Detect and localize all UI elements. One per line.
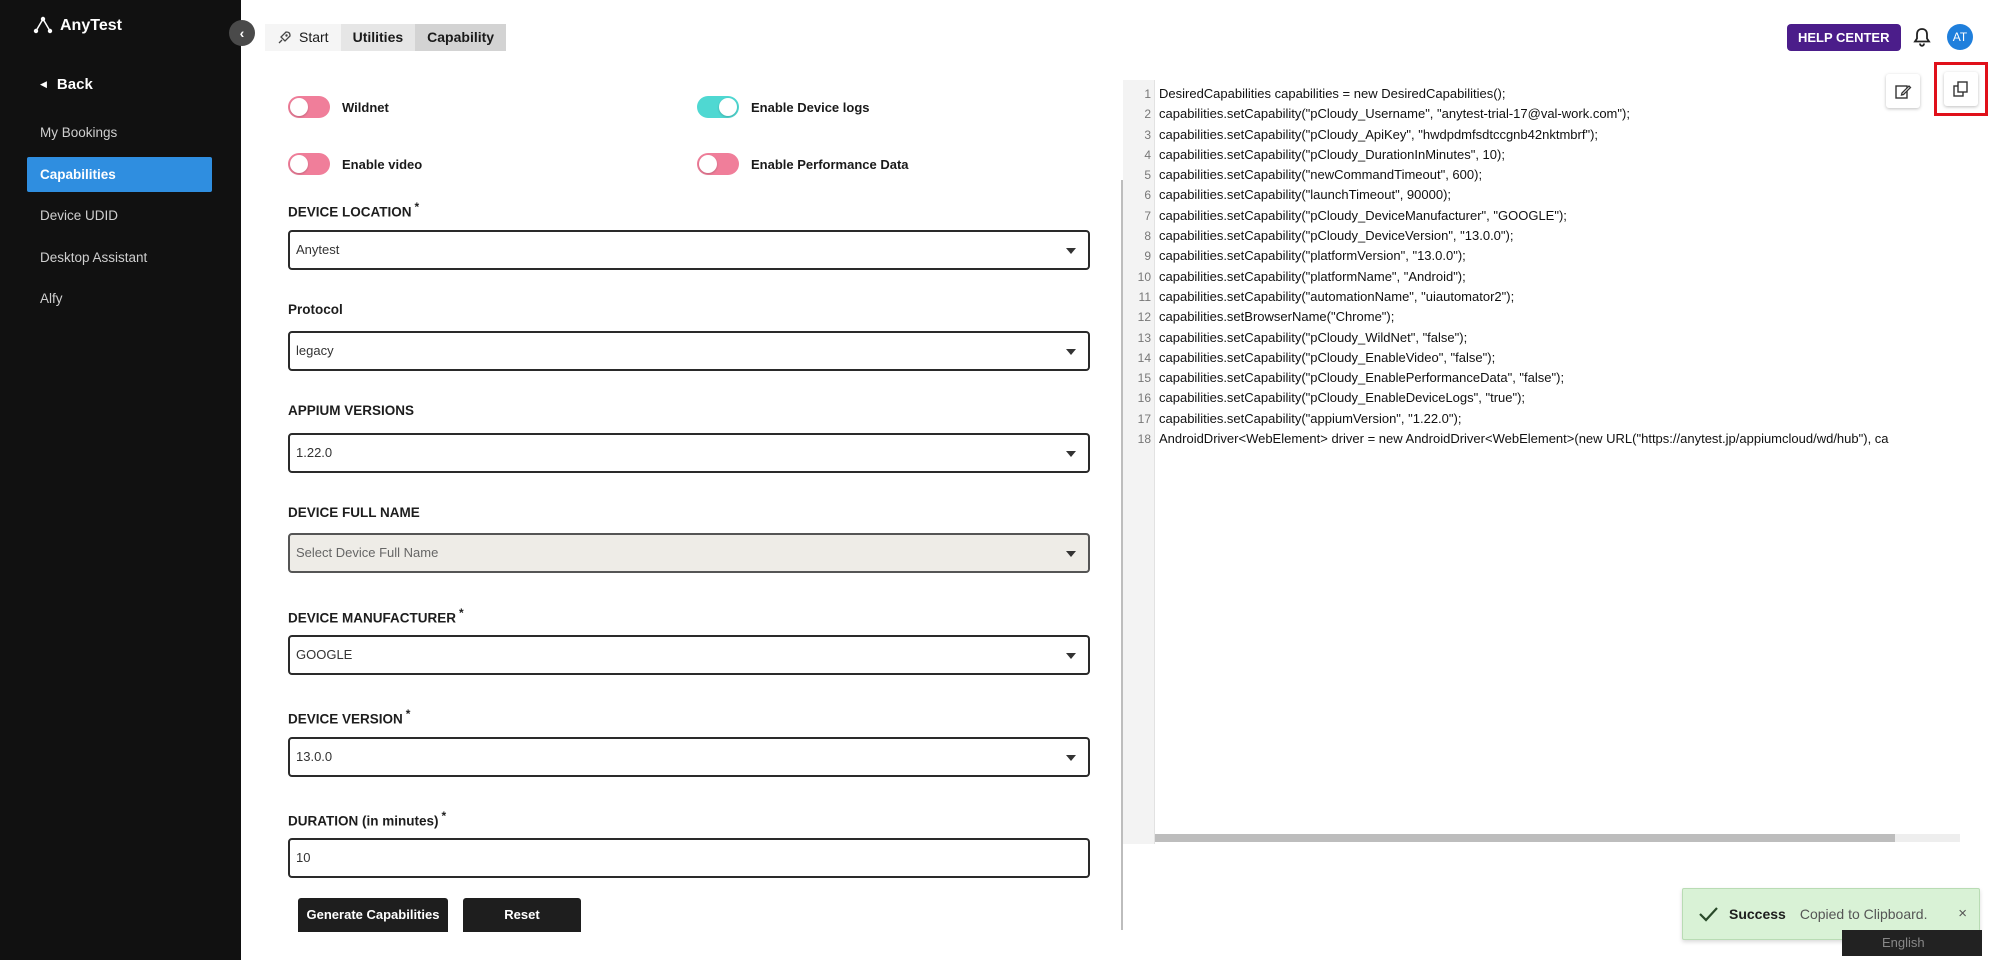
line-number: 7 [1144, 208, 1151, 223]
code-text: capabilities.setCapability("pCloudy_ApiKey", "hwdpdmfsdtccgnb42nktmbrf"); [1159, 126, 1599, 142]
duration-label-text: DURATION (in minutes) [288, 813, 439, 829]
line-number: 5 [1144, 168, 1151, 183]
edit-icon [1894, 82, 1912, 100]
line-number: 14 [1137, 350, 1151, 365]
breadcrumb-start-label: Start [299, 29, 329, 45]
device-version-label [288, 707, 410, 727]
help-center-button[interactable]: HELP CENTER [1787, 24, 1901, 51]
code-text: capabilities.setCapability("pCloudy_DurationInMinutes", 10); [1159, 146, 1505, 162]
logo-icon [32, 16, 54, 36]
chevron-down-icon [1066, 349, 1076, 355]
device-manufacturer-value: GOOGLE [296, 647, 353, 662]
copy-icon [1952, 80, 1970, 98]
code-text: capabilities.setBrowserName("Chrome"); [1159, 309, 1395, 325]
toast-message: Copied to Clipboard. [1799, 906, 1928, 922]
copy-button[interactable] [1944, 72, 1978, 106]
avatar[interactable]: AT [1947, 24, 1973, 50]
chevron-down-icon [1066, 755, 1076, 761]
breadcrumb-utilities[interactable]: Utilities [341, 24, 416, 51]
code-line [1123, 409, 1960, 429]
toggle-knob [290, 155, 308, 173]
appium-versions-label: APPIUM VERSIONS [288, 403, 415, 418]
line-number: 6 [1144, 188, 1151, 203]
code-text: DesiredCapabilities capabilities = new DesiredCapabilities(); [1159, 86, 1506, 101]
code-text: capabilities.setCapability("newCommandTimeout", 600); [1159, 167, 1483, 183]
code-text: capabilities.setCapability("platformName", "Android"); [1159, 268, 1466, 284]
toast-title: Success [1729, 906, 1786, 922]
brand-name: AnyTest [60, 17, 122, 34]
code-line [1123, 206, 1960, 226]
check-icon [1697, 903, 1719, 925]
code-text: capabilities.setCapability("automationName", "uiautomator2"); [1159, 288, 1515, 304]
duration-label [288, 809, 446, 829]
wildnet-toggle-row [288, 96, 389, 118]
device-manufacturer-select[interactable] [288, 635, 1090, 675]
top-bar [241, 0, 2000, 72]
code-line [1123, 348, 1960, 368]
device-version-label-text: DEVICE VERSION [288, 711, 403, 727]
rocket-icon [277, 31, 291, 45]
chevron-left-icon: ‹ [239, 25, 245, 41]
device-location-label-text: DEVICE LOCATION [288, 204, 412, 220]
line-number: 3 [1144, 127, 1151, 142]
appium-versions-select[interactable] [288, 433, 1090, 473]
brand-logo [32, 16, 122, 36]
language-selector[interactable]: English [1842, 930, 1982, 956]
video-toggle-row [288, 153, 422, 175]
device-manufacturer-label-text: DEVICE MANUFACTURER [288, 610, 457, 626]
edit-button[interactable] [1886, 74, 1920, 108]
code-line [1123, 145, 1960, 165]
breadcrumb-capability[interactable]: Capability [415, 24, 506, 51]
line-number: 13 [1137, 330, 1151, 345]
code-text: capabilities.setCapability("pCloudy_EnablePerformanceData", "false"); [1159, 370, 1565, 386]
sidebar [0, 0, 241, 960]
code-line [1123, 328, 1960, 348]
device-location-select[interactable] [288, 230, 1090, 270]
video-label: Enable video [342, 156, 423, 172]
device-logs-label: Enable Device logs [751, 99, 870, 115]
scrollbar-thumb[interactable] [1155, 834, 1895, 842]
line-number: 4 [1144, 147, 1151, 162]
device-full-name-placeholder: Select Device Full Name [296, 545, 439, 560]
sidebar-item-capabilities[interactable]: Capabilities [27, 157, 212, 192]
line-number: 9 [1144, 249, 1151, 264]
code-text: AndroidDriver<WebElement> driver = new AndroidDriver<WebElement>(new URL("https://anytest.jp/appiumcloud/wd/hub"), ca [1159, 431, 1889, 447]
code-line [1123, 226, 1960, 246]
appium-versions-value: 1.22.0 [296, 445, 333, 460]
protocol-select[interactable] [288, 331, 1090, 371]
code-line [1123, 165, 1960, 185]
required-marker: * [414, 200, 420, 214]
code-line [1123, 287, 1960, 307]
duration-input[interactable]: 10 [288, 838, 1090, 878]
protocol-label: Protocol [288, 302, 343, 317]
sidebar-item-device-udid[interactable]: Device UDID [40, 208, 119, 223]
device-logs-toggle[interactable] [697, 96, 739, 118]
device-logs-toggle-row [697, 96, 870, 118]
device-location-value: Anytest [296, 242, 340, 257]
bell-icon[interactable] [1911, 26, 1933, 48]
chevron-down-icon [1066, 653, 1076, 659]
code-text: capabilities.setCapability("pCloudy_EnableVideo", "false"); [1159, 349, 1496, 365]
close-icon[interactable]: × [1958, 905, 1967, 922]
required-marker: * [459, 606, 464, 620]
required-marker: * [405, 707, 411, 721]
code-line [1123, 429, 1960, 449]
sidebar-item-desktop-assistant[interactable]: Desktop Assistant [40, 250, 148, 265]
device-location-label [288, 200, 419, 220]
sidebar-item-my-bookings[interactable]: My Bookings [40, 125, 118, 140]
collapse-sidebar-button[interactable] [229, 20, 255, 46]
toggle-knob [719, 98, 737, 116]
back-label: Back [56, 76, 93, 93]
video-toggle[interactable] [288, 153, 330, 175]
code-line [1123, 267, 1960, 287]
chevron-down-icon [1066, 248, 1076, 254]
protocol-value: legacy [296, 343, 334, 358]
line-number: 11 [1138, 289, 1151, 304]
code-line [1123, 185, 1960, 205]
code-text: capabilities.setCapability("pCloudy_DeviceVersion", "13.0.0"); [1159, 228, 1514, 244]
code-text: capabilities.setCapability("platformVersion", "13.0.0"); [1159, 248, 1466, 264]
reset-button[interactable]: Reset [463, 898, 581, 932]
performance-label: Enable Performance Data [751, 156, 909, 172]
code-editor[interactable] [1123, 80, 1960, 844]
device-full-name-select[interactable] [288, 533, 1090, 573]
breadcrumb-start[interactable] [265, 24, 341, 51]
wildnet-toggle[interactable] [288, 96, 330, 118]
code-line [1123, 368, 1960, 388]
code-text: capabilities.setCapability("pCloudy_Username", "anytest-trial-17@val-work.com"); [1159, 106, 1630, 122]
required-marker: * [441, 809, 447, 823]
code-line [1123, 125, 1960, 145]
code-lines [1123, 84, 1960, 449]
line-number: 17 [1137, 411, 1151, 426]
toggle-knob [699, 155, 717, 173]
device-manufacturer-label [288, 606, 464, 626]
code-text: capabilities.setCapability("appiumVersion", "1.22.0"); [1159, 410, 1462, 426]
line-number: 10 [1137, 269, 1151, 284]
chevron-down-icon [1066, 551, 1076, 557]
code-text: capabilities.setCapability("launchTimeout", 90000); [1159, 187, 1452, 203]
breadcrumb [265, 24, 506, 51]
code-line [1123, 307, 1960, 327]
line-number: 1 [1144, 87, 1151, 101]
device-version-value: 13.0.0 [296, 749, 333, 764]
device-version-select[interactable] [288, 737, 1090, 777]
code-line [1123, 388, 1960, 408]
code-text: capabilities.setCapability("pCloudy_EnableDeviceLogs", "true"); [1159, 390, 1526, 406]
sidebar-item-alfy[interactable]: Alfy [40, 291, 63, 306]
line-number: 12 [1137, 310, 1151, 325]
back-arrow-icon: ◀ [40, 79, 47, 89]
code-line [1123, 84, 1960, 104]
wildnet-label: Wildnet [342, 99, 389, 115]
code-text: capabilities.setCapability("pCloudy_DeviceManufacturer", "GOOGLE"); [1159, 207, 1567, 223]
code-text: capabilities.setCapability("pCloudy_WildNet", "false"); [1159, 329, 1468, 345]
toggle-knob [290, 98, 308, 116]
back-link[interactable] [40, 76, 93, 93]
line-number: 15 [1137, 371, 1151, 386]
performance-toggle[interactable] [697, 153, 739, 175]
device-full-name-label: DEVICE FULL NAME [288, 505, 420, 520]
horizontal-scrollbar[interactable] [1155, 834, 1960, 842]
line-number: 16 [1137, 391, 1151, 406]
code-line [1123, 104, 1960, 124]
generate-capabilities-button[interactable]: Generate Capabilities [298, 898, 448, 932]
chevron-down-icon [1066, 451, 1076, 457]
line-number: 8 [1144, 229, 1151, 244]
line-number: 18 [1137, 432, 1151, 447]
performance-toggle-row [697, 153, 909, 175]
code-line [1123, 246, 1960, 266]
line-number: 2 [1144, 107, 1151, 122]
